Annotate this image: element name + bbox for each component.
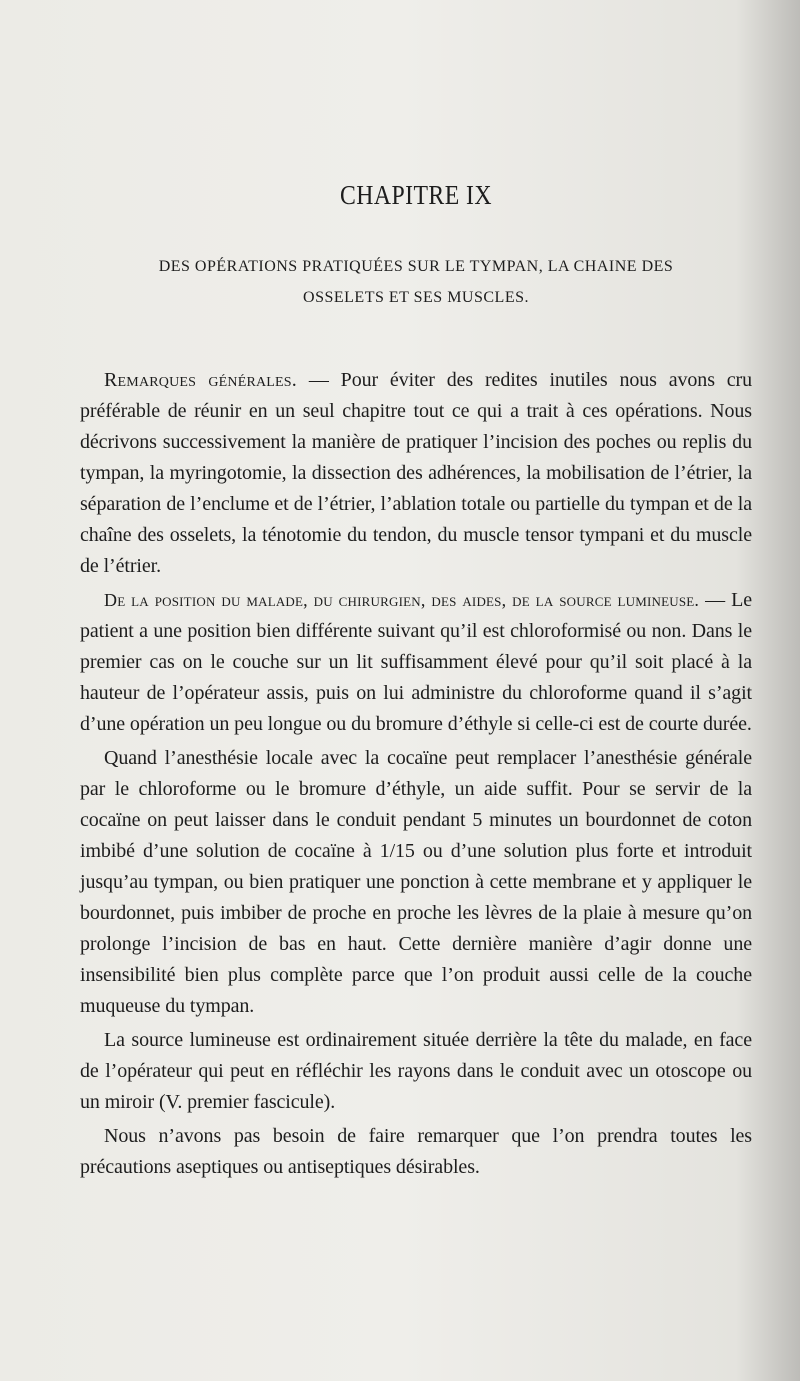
paragraph-text: — Pour éviter des redites inutiles nous avons cru préférable de réunir en un seul chapitre tout ce qui a trait à ces opérations. Nous décrivons successivement la manière de pratiquer l’incision des poches ou replis du tympan, la myringotomie, la dissection des adhérences, la mobilisation de l’étrier, la séparation de l’enclume et de l’étrier, l’ablation totale ou partielle du tympan et de la chaîne des osselets, la ténotomie du tendon, du muscle tensor tympani et du muscle de l’étrier. <box>80 369 752 577</box>
paragraph-text: La source lumineuse est ordinairement située derrière la tête du malade, en face de l’opérateur qui peut en réfléchir les rayons dans le conduit avec un otoscope ou un miroir (V. premier fascicule). <box>80 1029 752 1113</box>
paragraph-text: Nous n’avons pas besoin de faire remarquer que l’on prendra toutes les précautions aseptiques ou antiseptiques désirables. <box>80 1125 752 1178</box>
paragraph-asepsis <box>80 1121 752 1183</box>
paragraph-heading: De la position du malade, du chirurgien, des aides, de la source lumineuse. <box>104 590 700 610</box>
paragraph-general-remarks <box>80 365 752 582</box>
subtitle-line-2: OSSELETS ET SES MUSCLES. <box>303 289 529 306</box>
paragraph-heading: Remarques générales. <box>104 369 297 391</box>
paragraph-light-source <box>80 1025 752 1118</box>
paragraph-text: — Le patient a une position bien différente suivant qu’il est chloroformisé ou non. Dans le premier cas on le couche sur un lit suffisamment élevé pour qu’il soit placé à la hauteur de l’opérateur assis, puis on lui administre du chloroforme quand il s’agit d’une opération un peu longue ou du bromure d’éthyle si celle-ci est de courte durée. <box>80 589 752 735</box>
paragraph-text: Quand l’anesthésie locale avec la cocaïne peut remplacer l’anesthésie générale par le chloroforme ou le bromure d’éthyle, un aide suffit. Pour se servir de la cocaïne on peut laisser dans le conduit pendant 5 minutes un bourdonnet de coton imbibé d’une solution de cocaïne à 1/15 ou d’une solution plus forte et introduit jusqu’au tympan, ou bien pratiquer une ponction à cette membrane et y appliquer le bourdonnet, puis imbiber de proche en proche les lèvres de la plaie à mesure qu’on prolonge l’incision de bas en haut. Cette dernière manière d’agir donne une insensibilité bien plus complète parce que l’on produit aussi celle de la couche muqueuse du tympan. <box>80 747 752 1017</box>
paragraph-patient-position <box>80 585 752 740</box>
chapter-subtitle <box>80 251 752 313</box>
paragraph-local-anesthesia <box>80 743 752 1022</box>
subtitle-line-1: DES OPÉRATIONS PRATIQUÉES SUR LE TYMPAN, LA CHAINE DES <box>158 258 674 275</box>
bleed-through-text <box>60 45 800 75</box>
chapter-title: CHAPITRE IX <box>339 180 493 210</box>
page-content <box>80 180 752 1183</box>
